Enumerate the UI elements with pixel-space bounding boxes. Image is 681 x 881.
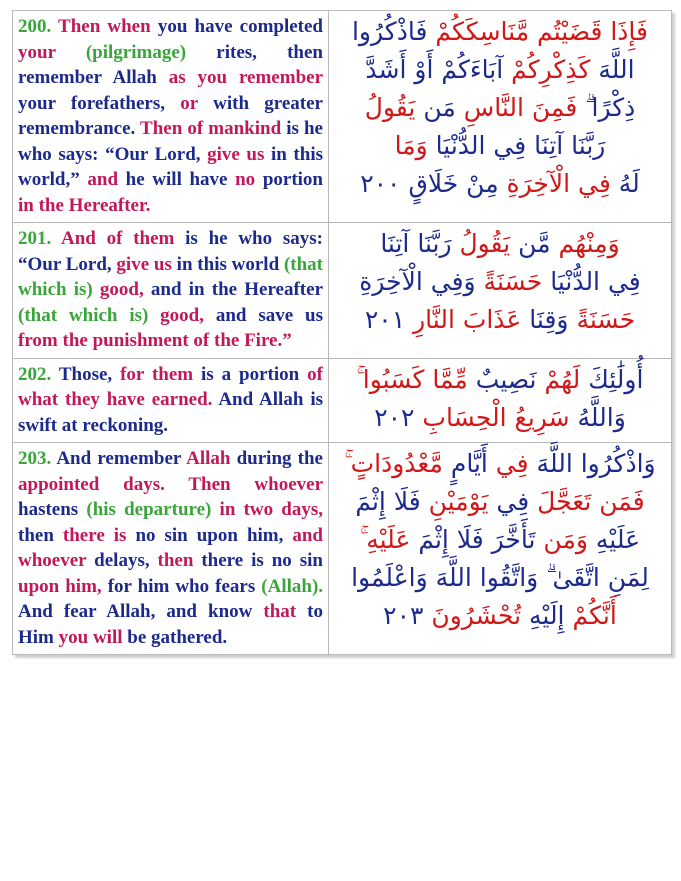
arabic-segment: سَرِيعُ الْحِسَابِ	[414, 402, 570, 432]
arabic-segment: تُحْشَرُونَ	[423, 601, 522, 630]
arabic-segment: كَذِكْرِكُمْ	[503, 55, 591, 84]
translation-text: or	[180, 92, 214, 114]
translation-text: appointed days.	[18, 473, 189, 495]
translation-text: give us	[207, 143, 271, 165]
translation-text: And Allah is swift at reckoning.	[18, 389, 324, 436]
translation-text: for him who fears	[107, 575, 262, 597]
translation-text: good,	[99, 279, 151, 300]
translation-text: no	[235, 169, 263, 190]
translation-text: and	[87, 169, 126, 190]
translation-text: he will have	[125, 169, 236, 190]
verse-row	[13, 358, 671, 443]
arabic-segment: وَاذْكُرُوا اللَّهَ	[528, 449, 656, 478]
arabic-segment: يَقُولُ	[451, 229, 511, 258]
arabic-segment: مَّن	[510, 229, 551, 258]
arabic-segment: فِي	[488, 487, 530, 516]
arabic-segment: فِي	[487, 449, 529, 478]
arabic-segment: فَلَا إِثْمَ	[355, 487, 421, 516]
arabic-segment: لِمَنِ اتَّقَىٰ ۗ وَاتَّقُوا اللَّهَ وَاعْلَمُوا	[351, 563, 649, 592]
arabic-line	[337, 399, 663, 437]
arabic-line	[337, 263, 663, 301]
translation-text: then	[18, 524, 63, 546]
arabic-segment: ذِكْرًا ۗ	[577, 93, 636, 122]
translation-text: hastens	[18, 499, 87, 520]
arabic-segment: أَنَّكُمْ	[564, 601, 617, 630]
arabic-segment: وَمَن	[535, 525, 588, 554]
translation-text: during the	[236, 448, 323, 469]
arabic-segment: مِّمَّا كَسَبُوا ۚ	[356, 364, 468, 394]
translation-text: then	[157, 550, 202, 571]
arabic-segment: أَيَّامٍ	[442, 449, 488, 478]
arabic-segment: يَقُولُ	[364, 93, 416, 122]
arabic-line	[337, 361, 663, 399]
translation-text: as you remember	[168, 67, 323, 88]
translation-text: from the punishment of the Fire.”	[18, 330, 292, 351]
translation-text: rites, then remember Allah	[18, 41, 323, 88]
translation-text: with greater remembrance.	[18, 92, 323, 139]
translation-text: and whoever	[18, 524, 323, 571]
translation-text: portion	[262, 169, 323, 190]
arabic-segment: فَمَن تَعَجَّلَ	[529, 487, 645, 516]
arabic-segment: رَبَّنَا آتِنَا فِي الدُّنْيَا	[427, 131, 606, 160]
translation-text: And fear Allah, and know	[18, 601, 264, 622]
translation-text: to Him	[18, 601, 323, 648]
verse-row	[13, 222, 671, 358]
arabic-segment: عَذَابَ النَّارِ	[405, 305, 522, 334]
arabic-segment: رَبَّنَا آتِنَا	[380, 229, 452, 258]
translation-text: be gathered.	[127, 626, 228, 648]
arabic-segment: ٢٠١	[364, 305, 406, 334]
translation-text: Allah	[186, 448, 237, 469]
arabic-line	[337, 51, 663, 89]
verse-number: 201.	[18, 228, 61, 249]
translation-text: (pilgrimage)	[85, 41, 187, 63]
english-translation-cell	[13, 11, 329, 222]
arabic-text-cell	[329, 359, 671, 443]
verse-row	[13, 442, 671, 654]
english-translation-cell	[13, 223, 329, 358]
arabic-segment: فَإِذَا قَضَيْتُم مَّنَاسِكَكُمْ	[427, 17, 648, 46]
arabic-segment: مَّعْدُودَاتٍ ۚ	[344, 449, 443, 478]
translation-text: you will	[58, 626, 128, 648]
arabic-text-cell	[329, 223, 671, 358]
arabic-segment: يَوْمَيْنِ	[420, 487, 489, 516]
arabic-line	[337, 165, 663, 203]
arabic-segment: تَأَخَّرَ فَلَا إِثْمَ	[410, 525, 536, 554]
translation-text: your forefathers,	[18, 92, 181, 114]
arabic-line	[337, 89, 663, 127]
arabic-segment: آبَاءَكُمْ أَوْ أَشَدَّ	[365, 55, 504, 84]
translation-text: is he who says: “Our Lord,	[18, 228, 324, 275]
arabic-line	[337, 301, 663, 339]
translation-text: (that which is)	[18, 304, 149, 326]
translation-text: is he who says: “Our Lord,	[18, 118, 323, 165]
translation-text: (his departure)	[86, 499, 220, 520]
arabic-line	[337, 521, 663, 559]
translation-text: that	[263, 601, 308, 622]
translation-text: (Allah).	[261, 575, 324, 597]
translation-text: And remember	[51, 448, 187, 469]
arabic-line	[337, 597, 663, 635]
arabic-segment: عَلَيْهِ	[587, 525, 641, 554]
arabic-segment: فَمِنَ النَّاسِ	[455, 93, 578, 122]
translation-text: And of them	[60, 228, 186, 249]
arabic-segment: مَن	[415, 93, 456, 122]
arabic-segment: إِلَيْهِ	[521, 601, 565, 630]
arabic-segment: وَفِي الْآخِرَةِ	[359, 267, 476, 296]
translation-text: there is	[62, 524, 136, 546]
translation-text: your	[18, 41, 86, 63]
arabic-segment: عَلَيْهِ ۚ	[359, 525, 411, 554]
arabic-segment: فِي الدُّنْيَا	[542, 267, 641, 296]
arabic-segment: أُولَٰئِكَ	[580, 364, 644, 394]
arabic-text-cell	[329, 443, 671, 654]
translation-text: of what they have earned.	[18, 363, 323, 410]
translation-text: and in the Hereafter	[150, 279, 323, 300]
translation-text: in this world,”	[18, 143, 323, 190]
arabic-line	[337, 483, 663, 521]
translation-text: there is no sin	[201, 550, 323, 571]
arabic-segment: وَاللَّهُ	[569, 402, 626, 432]
arabic-line	[337, 445, 663, 483]
arabic-segment: ٢٠٢	[374, 402, 415, 432]
arabic-segment: وَقِنَا	[521, 305, 569, 334]
arabic-segment: ٢٠٣	[383, 601, 424, 630]
translation-text: (that which is)	[18, 253, 323, 300]
verse-number: 202.	[18, 363, 52, 385]
translation-text: is a portion	[201, 363, 308, 385]
arabic-segment: اللَّهَ	[590, 55, 635, 84]
arabic-line	[337, 225, 663, 263]
english-translation-cell	[13, 359, 329, 443]
verse-number: 203.	[18, 448, 52, 469]
arabic-segment: وَمِنْهُم	[550, 229, 620, 258]
english-translation-cell	[13, 443, 329, 654]
arabic-line	[337, 13, 663, 51]
translation-text: no sin upon him,	[135, 524, 293, 546]
verse-row	[13, 11, 671, 222]
translation-text: good,	[148, 304, 216, 326]
arabic-segment: فِي الْآخِرَةِ	[498, 169, 611, 198]
translation-text: for them	[120, 363, 202, 385]
arabic-segment: لَهُ	[610, 169, 640, 198]
translation-text: in this world	[176, 253, 284, 275]
translation-text: you have completed	[157, 16, 323, 37]
translation-text: give us	[116, 253, 177, 275]
arabic-segment: نَصِيبٌ	[467, 364, 537, 394]
verse-table	[12, 10, 672, 655]
arabic-segment: فَاذْكُرُوا	[351, 17, 428, 46]
translation-text: delays,	[94, 550, 158, 571]
translation-text: Then when	[51, 16, 158, 37]
verse-number: 200.	[18, 16, 52, 37]
arabic-line	[337, 559, 663, 597]
arabic-segment: لَهُمْ	[536, 364, 581, 394]
arabic-line	[337, 127, 663, 165]
arabic-segment: حَسَنَةً	[475, 267, 543, 296]
translation-text: in two days,	[219, 499, 324, 520]
translation-text: Then whoever	[188, 473, 323, 495]
arabic-segment: حَسَنَةً	[568, 305, 636, 334]
arabic-text-cell	[329, 11, 671, 222]
arabic-segment: وَمَا	[394, 131, 428, 160]
translation-text: in the Hereafter.	[18, 194, 151, 216]
translation-text: and save us	[215, 304, 323, 326]
translation-text: upon him,	[18, 575, 108, 597]
translation-text: Then of mankind	[140, 118, 287, 139]
translation-text: Those,	[51, 363, 121, 385]
arabic-segment: مِنْ خَلَاقٍ ٢٠٠	[360, 169, 499, 198]
